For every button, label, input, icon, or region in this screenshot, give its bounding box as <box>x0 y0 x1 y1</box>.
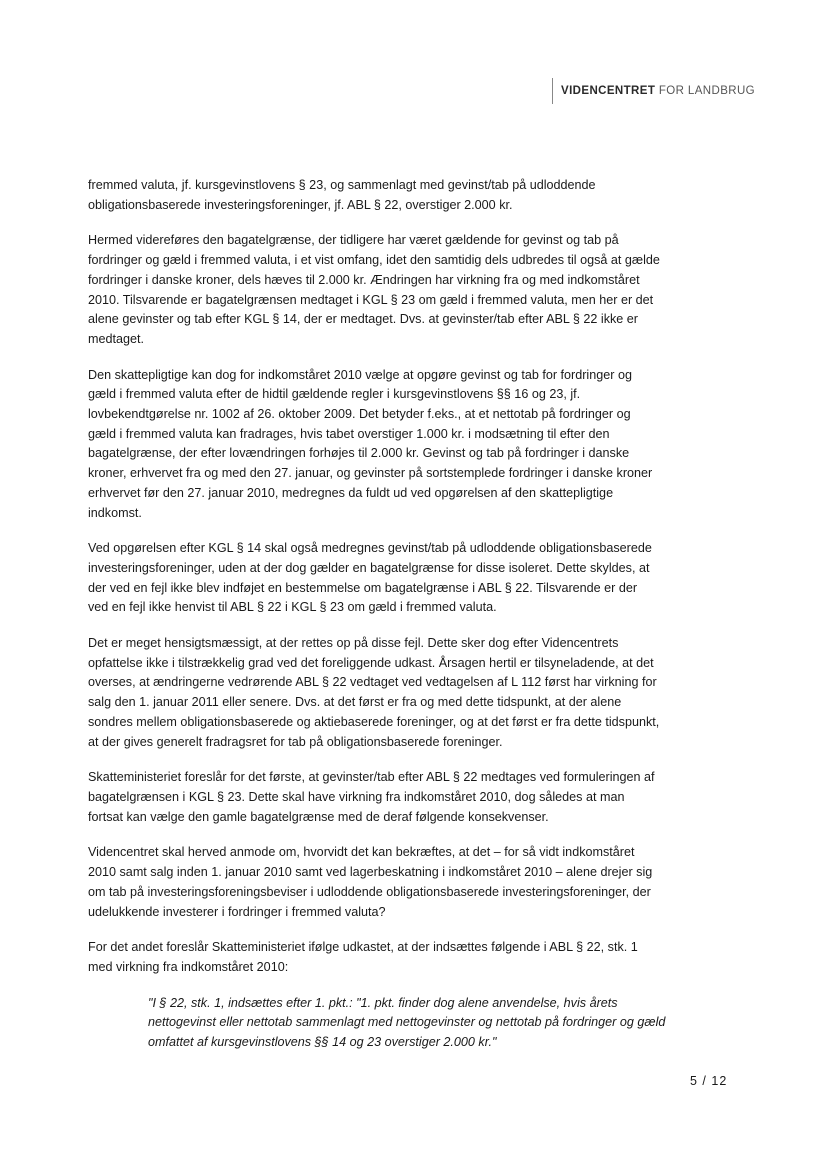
letterhead <box>552 78 755 104</box>
organization-name <box>561 85 755 97</box>
letterhead-divider <box>552 78 553 104</box>
paragraph: Skatteministeriet foreslår for det første, at gevinster/tab efter ABL § 22 medtages ved formuleringen af bagatelgrænsen i KGL § 23. Dette skal have virkning fra indkomståret 2010, dog således at man fortsat kan vælge den gamle bagatelgrænse med de deraf følgende konsekvenser. <box>88 770 655 824</box>
paragraph: Hermed videreføres den bagatelgrænse, der tidligere har været gældende for gevinst og tab på fordringer og gæld i fremmed valuta, i et vist omfang, idet den samtidig dels udbredes til også at gælde fordringer i danske kroner, dels hæves til 2.000 kr. Ændringen har virkning fra og med indkomståret 2010. Tilsvarende er bagatelgrænsen medtaget i KGL § 23 om gæld i fremmed valuta, men her er det alene gevinster og tab efter KGL § 14, der er medtaget. Dvs. at gevinster/tab efter ABL § 22 ikke er medtaget. <box>88 233 660 346</box>
paragraph: Videncentret skal herved anmode om, hvorvidt det kan bekræftes, at det – for så vidt indkomståret 2010 samt salg inden 1. januar 2010 samt ved lagerbeskatning i indkomståret 2010 – alene drejer sig om tab på investeringsforeningsbeviser i udloddende obligationsbaserede investeringsforeninger, der udelukkende investerer i fordringer i fremmed valuta? <box>88 845 653 919</box>
organization-name-bold: VIDENCENTRET <box>561 85 656 97</box>
document-body <box>88 176 666 1053</box>
organization-name-light: FOR LANDBRUG <box>655 85 756 97</box>
paragraph: Det er meget hensigtsmæssigt, at der rettes op på disse fejl. Dette sker dog efter Videncentrets opfattelse ikke i tilstrækkelig grad ved det foreliggende udkast. Årsagen hertil er tilsyneladende, at det overses, at ændringerne vedrørende ABL § 22 vedtaget ved vedtagelsen af L 112 først har virkning for salg den 1. januar 2011 eller senere. Dvs. at det først er fra og med dette tidspunkt, at der alene sondres mellem obligationsbaserede og aktiebaserede foreninger, og at det først er fra dette tidspunkt, at der gives generelt fradragsret for tab på obligationsbaserede foreninger. <box>88 636 660 749</box>
paragraph: Den skattepligtige kan dog for indkomståret 2010 vælge at opgøre gevinst og tab for fordringer og gæld i fremmed valuta efter de hidtil gældende regler i kursgevinstlovens §§ 16 og 23, jf. lovbekendtgørelse nr. 1002 af 26. oktober 2009. Det betyder f.eks., at et nettotab på fordringer og gæld i fremmed valuta kan fradrages, hvis tabet overstiger 1.000 kr. i modsætning til efter den bagatelgrænse, der efter lovændringen forhøjes til 2.000 kr. Gevinst og tab på fordringer i danske kroner, erhvervet fra og med den 27. januar, og gevinster på sortstemplede fordringer i danske kroner erhvervet før den 27. januar 2010, medregnes da fuldt ud ved opgørelsen af den skattepligtige indkomst. <box>88 367 653 520</box>
paragraph: fremmed valuta, jf. kursgevinstlovens § 23, og sammenlagt med gevinst/tab på udloddende obligationsbaserede investeringsforeninger, jf. ABL § 22, overstiger 2.000 kr. <box>88 178 596 212</box>
page-number: 5 / 12 <box>690 1074 728 1088</box>
quoted-amendment: "I § 22, stk. 1, indsættes efter 1. pkt.: "1. pkt. finder dog alene anvendelse, hvis årets nettogevinst eller nettotab sammenlagt med nettogevinster og nettotab på fordringer og gæld omfattet af kursgevinstlovens §§ 14 og 23 overstiger 2.000 kr." <box>148 995 666 1050</box>
paragraph: Ved opgørelsen efter KGL § 14 skal også medregnes gevinst/tab på udloddende obligationsbaserede investeringsforeninger, uden at der dog gælder en bagatelgrænse for disse isoleret. Dette skyldes, at der ved en fejl ikke blev indføjet en bestemmelse om bagatelgrænse i ABL § 22. Tilsvarende er der ved en fejl ikke henvist til ABL § 22 i KGL § 23 om gæld i fremmed valuta. <box>88 541 652 615</box>
paragraph: For det andet foreslår Skatteministeriet ifølge udkastet, at der indsættes følgende i ABL § 22, stk. 1 med virkning fra indkomståret 2010: <box>88 940 638 974</box>
